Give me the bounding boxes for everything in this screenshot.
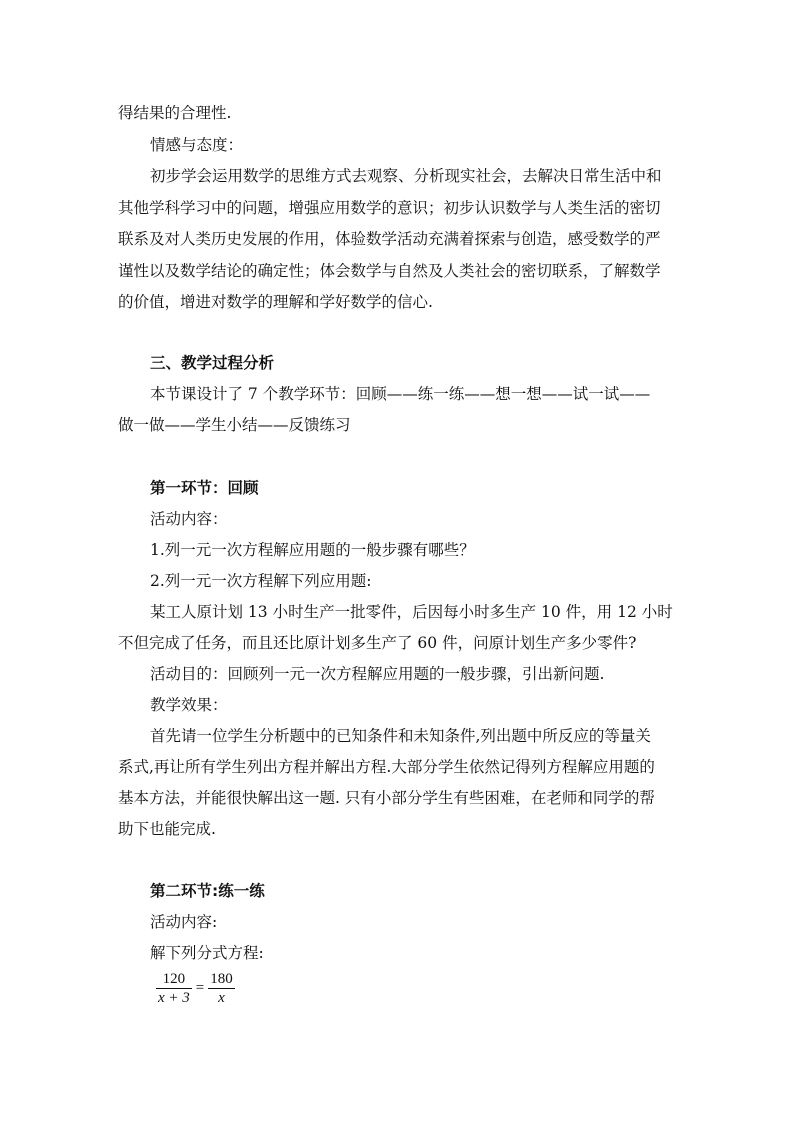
section-heading: 三、教学过程分析: [150, 354, 275, 372]
paragraph-line: 教学效果：: [150, 696, 228, 714]
paragraph-line: 系式,再让所有学生列出方程并解出方程.大部分学生依然记得列方程解应用题的: [118, 758, 655, 776]
paragraph-line: 1.列一元一次方程解应用题的一般步骤有哪些？: [150, 541, 475, 559]
paragraph-line: 谨性以及数学结论的确定性；体会数学与自然及人类社会的密切联系，了解数学: [118, 262, 661, 280]
paragraph-line: 初步学会运用数学的思维方式去观察、分析现实社会，去解决日常生活中和: [150, 167, 662, 185]
left-numerator: 120: [162, 971, 186, 987]
right-numerator: 180: [210, 971, 233, 987]
section-label: 情感与态度：: [150, 136, 244, 154]
paragraph-line: 其他学科学习中的问题，增强应用数学的意识；初步认识数学与人类生活的密切: [118, 199, 661, 217]
paragraph-line: 活动目的：回顾列一元一次方程解应用题的一般步骤，引出新问题.: [150, 665, 605, 683]
paragraph-line: 基本方法，并能很快解出这一题. 只有小部分学生有些困难，在老师和同学的帮: [118, 789, 655, 807]
right-denominator: x: [218, 990, 225, 1006]
paragraph-line: 解下列分式方程:: [150, 944, 264, 962]
paragraph-line: 本节课设计了 7 个教学环节：回顾——练一练——想一想——试一试——: [150, 385, 651, 403]
paragraph-line: 做一做——学生小结——反馈练习: [118, 416, 351, 434]
paragraph-line: 得结果的合理性.: [118, 104, 232, 122]
paragraph-line: 首先请一位学生分析题中的已知条件和未知条件,列出题中所反应的等量关: [150, 727, 651, 745]
section-heading: 第一环节：回顾: [150, 479, 259, 497]
section-heading: 第二环节:练一练: [150, 882, 265, 900]
left-denominator: x + 3: [158, 990, 190, 1006]
paragraph-line: 活动内容:: [150, 913, 218, 931]
paragraph-line: 活动内容：: [150, 510, 228, 528]
paragraph-line: 某工人原计划 13 小时生产一批零件，后因每小时多生产 10 件，用 12 小时: [150, 603, 673, 621]
equals-sign: =: [195, 980, 205, 996]
paragraph-line: 的价值，增进对数学的理解和学好数学的信心.: [118, 293, 433, 311]
right-fraction: [208, 970, 235, 1007]
paragraph-line: 2.列一元一次方程解下列应用题:: [150, 572, 372, 590]
paragraph-line: 不但完成了任务，而且还比原计划多生产了 60 件，问原计划生产多少零件?: [118, 634, 637, 652]
left-fraction: [156, 970, 192, 1007]
paragraph-line: 联系及对人类历史发展的作用，体验数学活动充满着探索与创造，感受数学的严: [118, 230, 661, 248]
fraction-equation: [156, 970, 235, 1007]
paragraph-line: 助下也能完成.: [118, 820, 216, 838]
